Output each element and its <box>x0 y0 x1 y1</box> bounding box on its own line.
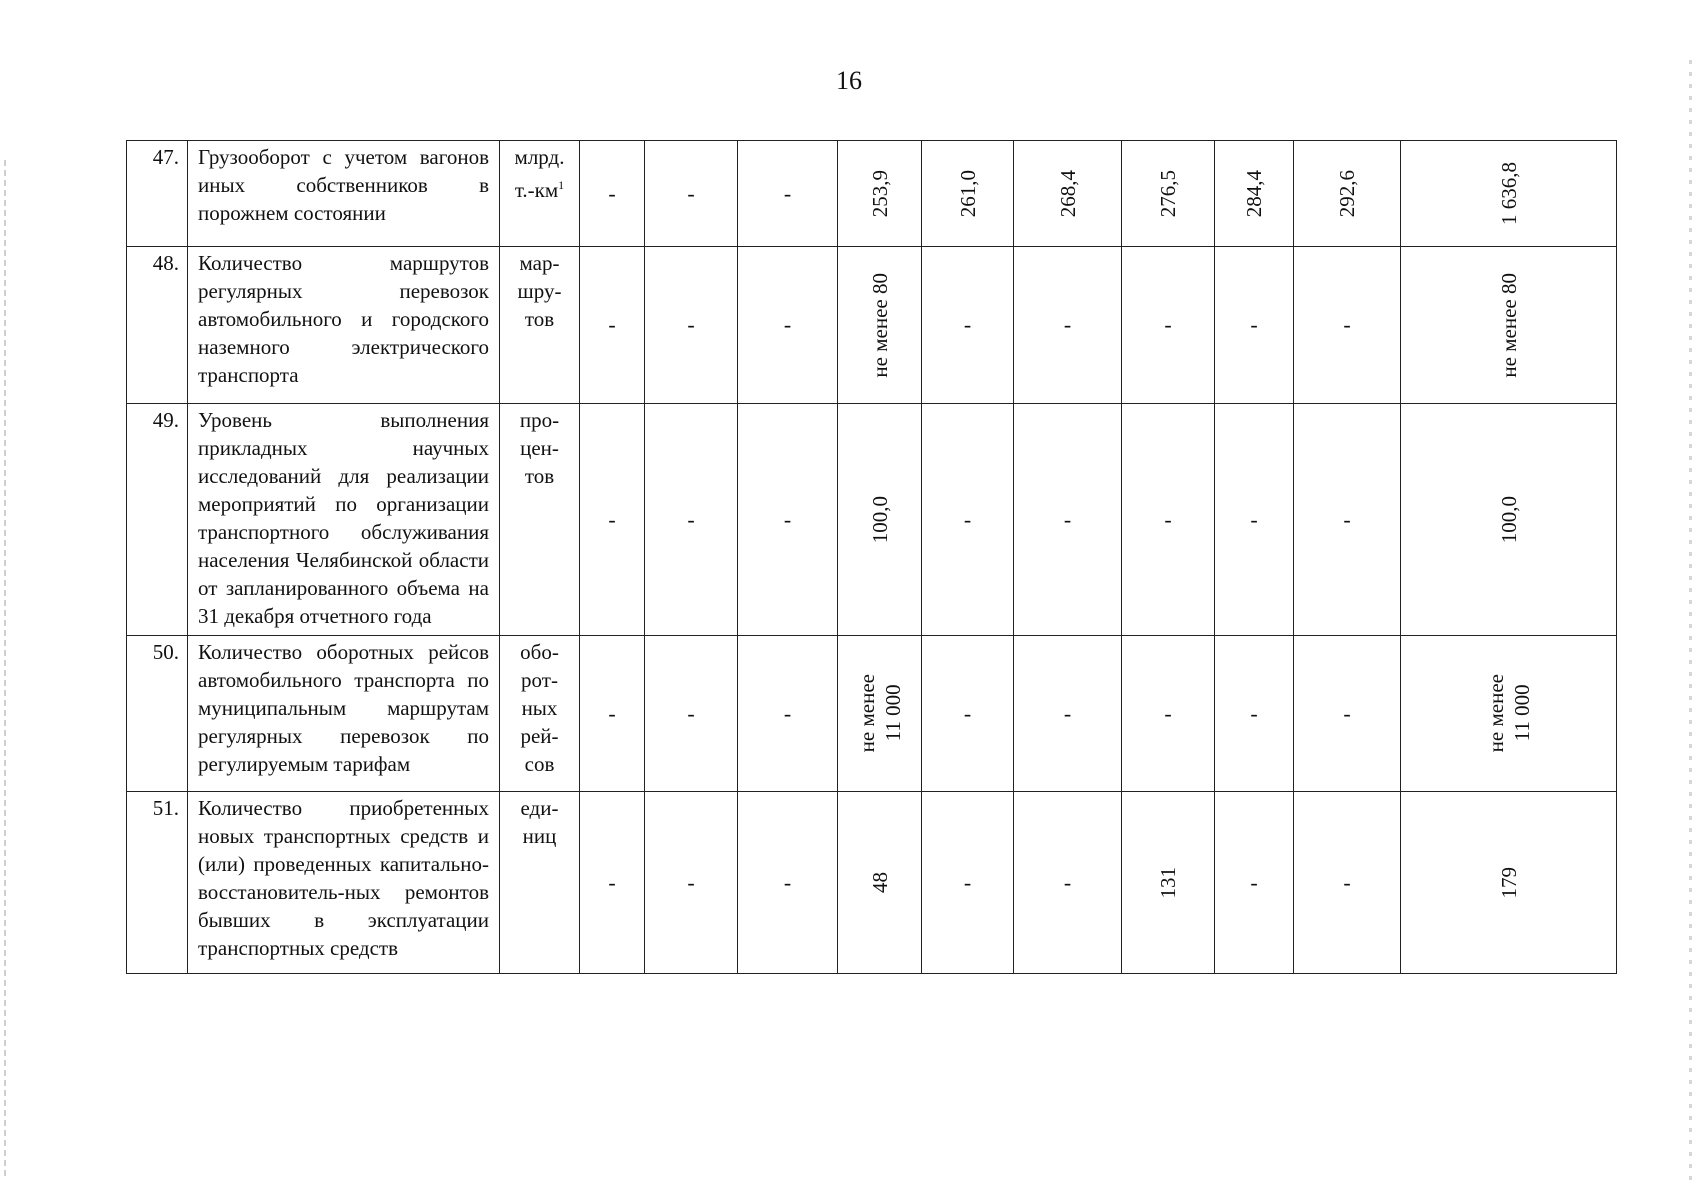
unit-line: рей- <box>520 724 559 748</box>
value-text-vertical <box>1155 170 1181 217</box>
value-cell: - <box>1294 404 1401 636</box>
value-line: не менее <box>854 674 879 753</box>
indicator-name: Количество маршрутов регулярных перевозок автомобильного и городского наземного электрического транспорта <box>188 247 500 404</box>
value-cell <box>1122 141 1215 247</box>
indicator-name: Количество оборотных рейсов автомобильного транспорта по муниципальным маршрутам регулярных перевозок по регулируемым тарифам <box>188 636 500 792</box>
value-cell <box>922 141 1014 247</box>
scan-edge-right <box>1689 60 1692 1180</box>
value-cell: - <box>1294 247 1401 404</box>
value-wrap <box>1215 170 1293 217</box>
row-number: 47. <box>127 141 188 247</box>
empty-value-cell: - <box>580 247 645 404</box>
page-number: 16 <box>836 66 862 95</box>
empty-value-cell: - <box>645 636 738 792</box>
value-cell <box>1401 636 1617 792</box>
value-text-vertical <box>867 496 893 543</box>
value-cell: - <box>1215 636 1294 792</box>
value-cell: - <box>1294 792 1401 974</box>
value-text-vertical <box>955 170 981 217</box>
value-wrap <box>1294 170 1400 217</box>
value-cell <box>1401 247 1617 404</box>
value-wrap <box>838 496 921 543</box>
value-text-vertical <box>1241 170 1267 217</box>
empty-value-cell: - <box>580 792 645 974</box>
value-cell: - <box>1014 404 1122 636</box>
value-wrap <box>1122 867 1214 899</box>
unit-line: млрд. <box>514 145 565 169</box>
value-text-vertical <box>1334 170 1360 217</box>
unit-cell <box>500 141 580 247</box>
value-cell: - <box>922 636 1014 792</box>
value-text-vertical <box>867 170 893 217</box>
value-cell <box>1294 141 1401 247</box>
empty-value-cell: - <box>580 141 645 247</box>
value-line: 48 <box>867 872 892 893</box>
value-line: 179 <box>1496 866 1521 899</box>
value-line: 268,4 <box>1055 169 1080 218</box>
indicator-name: Уровень выполнения прикладных научных исследований для реализации мероприятий по организации транспортного обслуживания населения Челябинской области от запланированного объема на 31 декабря отчетного года <box>188 404 500 636</box>
value-line: 11 000 <box>880 685 905 742</box>
value-cell: - <box>922 247 1014 404</box>
empty-value-cell: - <box>580 404 645 636</box>
empty-value-cell: - <box>645 404 738 636</box>
value-cell <box>1215 141 1294 247</box>
table-row <box>127 247 1617 404</box>
value-cell <box>1401 404 1617 636</box>
row-number: 49. <box>127 404 188 636</box>
unit-line: ных <box>521 696 558 720</box>
value-text-vertical <box>867 872 893 893</box>
value-line: 1 636,8 <box>1496 162 1521 225</box>
unit-cell <box>500 792 580 974</box>
value-wrap <box>838 674 921 752</box>
value-cell <box>1122 792 1215 974</box>
value-text-vertical <box>1496 273 1522 378</box>
value-text-vertical <box>1496 496 1522 543</box>
table-row <box>127 141 1617 247</box>
unit-line: шру- <box>517 279 562 303</box>
value-wrap <box>1122 170 1214 217</box>
unit-line: мар- <box>519 251 560 275</box>
value-cell: - <box>1215 247 1294 404</box>
value-wrap <box>1401 273 1616 378</box>
value-wrap <box>1401 496 1616 543</box>
value-wrap <box>922 170 1013 217</box>
empty-value-cell: - <box>738 636 838 792</box>
value-text-vertical <box>1496 867 1522 899</box>
value-wrap <box>1401 162 1616 225</box>
indicator-name: Грузооборот с учетом вагонов иных собственников в порожнем состоянии <box>188 141 500 247</box>
empty-value-cell: - <box>645 141 738 247</box>
value-line: 11 000 <box>1509 685 1534 742</box>
row-number: 51. <box>127 792 188 974</box>
unit-line: рот- <box>521 668 558 692</box>
value-cell: - <box>1294 636 1401 792</box>
unit-cell <box>500 636 580 792</box>
unit-line: про- <box>519 408 560 432</box>
value-text-vertical <box>1496 162 1522 225</box>
value-cell <box>838 141 922 247</box>
empty-value-cell: - <box>645 247 738 404</box>
table-row <box>127 404 1617 636</box>
value-cell: - <box>1014 636 1122 792</box>
value-line: 100,0 <box>867 495 892 544</box>
unit-line: тов <box>524 464 555 488</box>
row-number: 48. <box>127 247 188 404</box>
value-line: 284,4 <box>1242 169 1266 218</box>
value-cell <box>838 404 922 636</box>
value-cell <box>838 636 922 792</box>
value-cell: - <box>1014 247 1122 404</box>
unit-line: $т.-км^1$ <box>514 178 565 202</box>
value-wrap <box>1401 674 1616 752</box>
unit-line: тов <box>524 307 555 331</box>
value-cell: - <box>1215 404 1294 636</box>
value-cell <box>1401 792 1617 974</box>
value-text-vertical <box>867 273 893 378</box>
unit-line: цен- <box>520 436 559 460</box>
value-wrap <box>838 872 921 893</box>
value-line: не менее 80 <box>867 272 892 378</box>
unit-line: ниц <box>522 824 557 848</box>
value-line: 261,0 <box>955 169 980 218</box>
value-cell <box>838 792 922 974</box>
value-wrap <box>838 273 921 378</box>
value-cell <box>1014 141 1122 247</box>
indicators-table <box>126 140 1617 974</box>
empty-value-cell: - <box>738 404 838 636</box>
empty-value-cell: - <box>580 636 645 792</box>
unit-line: еди- <box>520 796 559 820</box>
value-wrap <box>838 170 921 217</box>
value-cell: - <box>1014 792 1122 974</box>
value-text-vertical <box>1055 170 1081 217</box>
value-line: не менее <box>1483 674 1508 753</box>
value-line: 131 <box>1156 866 1180 899</box>
empty-value-cell: - <box>738 792 838 974</box>
value-wrap <box>1401 867 1616 899</box>
indicator-name: Количество приобретенных новых транспортных средств и (или) проведенных капитально-восстановитель-ных ремонтов бывших в эксплуатации транспортных средств <box>188 792 500 974</box>
empty-value-cell: - <box>738 141 838 247</box>
unit-cell <box>500 404 580 636</box>
value-cell: - <box>1215 792 1294 974</box>
value-cell: - <box>1122 247 1215 404</box>
value-cell <box>1401 141 1617 247</box>
value-line: 253,9 <box>867 169 892 218</box>
unit-line: сов <box>524 752 555 776</box>
value-line: 292,6 <box>1335 169 1359 218</box>
table-row <box>127 792 1617 974</box>
value-cell: - <box>922 404 1014 636</box>
value-line: 276,5 <box>1156 169 1180 218</box>
scan-edge-left <box>4 160 6 1180</box>
value-cell: - <box>1122 636 1215 792</box>
value-text-vertical <box>1483 674 1535 752</box>
unit-cell <box>500 247 580 404</box>
value-text-vertical <box>1155 867 1181 899</box>
table-row <box>127 636 1617 792</box>
unit-superscript: 1 <box>558 178 565 192</box>
value-wrap <box>1014 170 1121 217</box>
empty-value-cell: - <box>645 792 738 974</box>
unit-line: обо- <box>520 640 559 664</box>
value-line: не менее 80 <box>1496 272 1521 378</box>
empty-value-cell: - <box>738 247 838 404</box>
value-cell: - <box>1122 404 1215 636</box>
value-line: 100,0 <box>1496 495 1521 544</box>
value-cell <box>838 247 922 404</box>
value-cell: - <box>922 792 1014 974</box>
row-number: 50. <box>127 636 188 792</box>
value-text-vertical <box>854 674 906 752</box>
